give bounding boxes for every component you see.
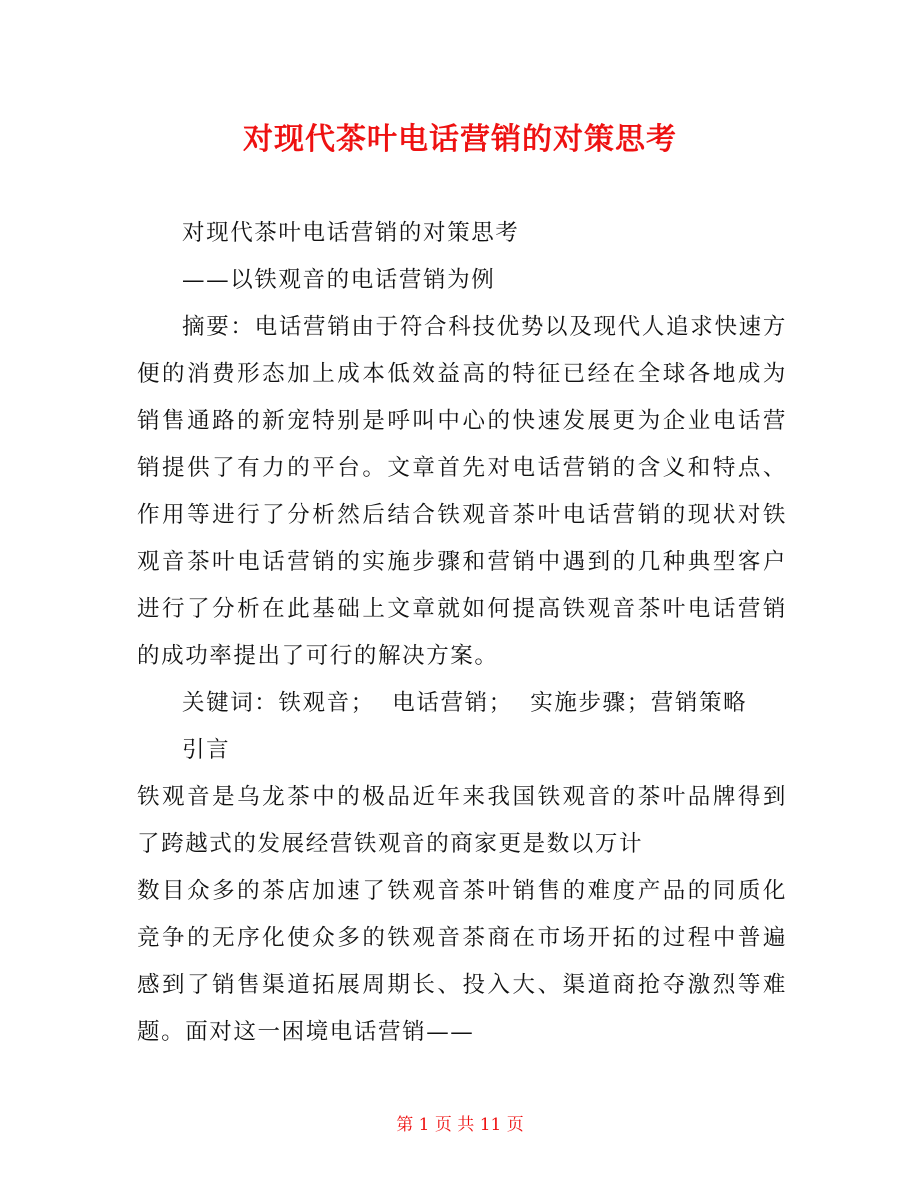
document-body: [137, 210, 787, 1056]
page-footer: [0, 1112, 920, 1138]
intro-paragraph-2: 数目众多的茶店加速了铁观音茶叶销售的难度产品的同质化竞争的无序化使众多的铁观音茶商在市场开拓的过程中普遍感到了销售渠道拓展周期长、投入大、渠道商抢夺激烈等难题。面对这一困境电话营销——: [137, 878, 787, 1045]
subtitle: 对现代茶叶电话营销的对策思考: [182, 220, 520, 246]
intro-paragraph-1: 铁观音是乌龙茶中的极品近年来我国铁观音的茶叶品牌得到了跨越式的发展经营铁观音的商家更是数以万计: [137, 784, 787, 857]
subtitle-example: ——以铁观音的电话营销为例: [182, 267, 496, 293]
keywords-line: 关键词：铁观音； 电话营销； 实施步骤；营销策略: [182, 690, 748, 716]
abstract-paragraph: 摘要：电话营销由于符合科技优势以及现代人追求快速方便的消费形态加上成本低效益高的特征已经在全球各地成为销售通路的新宠特别是呼叫中心的快速发展更为企业电话营销提供了有力的平台。文章首先对电话营销的含义和特点、作用等进行了分析然后结合铁观音茶叶电话营销的现状对铁观音茶叶电话营销的实施步骤和营销中遇到的几种典型客户进行了分析在此基础上文章就如何提高铁观音茶叶电话营销的成功率提出了可行的解决方案。: [137, 314, 787, 669]
intro-heading: 引言: [182, 737, 231, 763]
page-number-label: 第 1 页 共 11 页: [396, 1115, 524, 1135]
document-title: 对现代茶叶电话营销的对策思考: [243, 122, 677, 157]
